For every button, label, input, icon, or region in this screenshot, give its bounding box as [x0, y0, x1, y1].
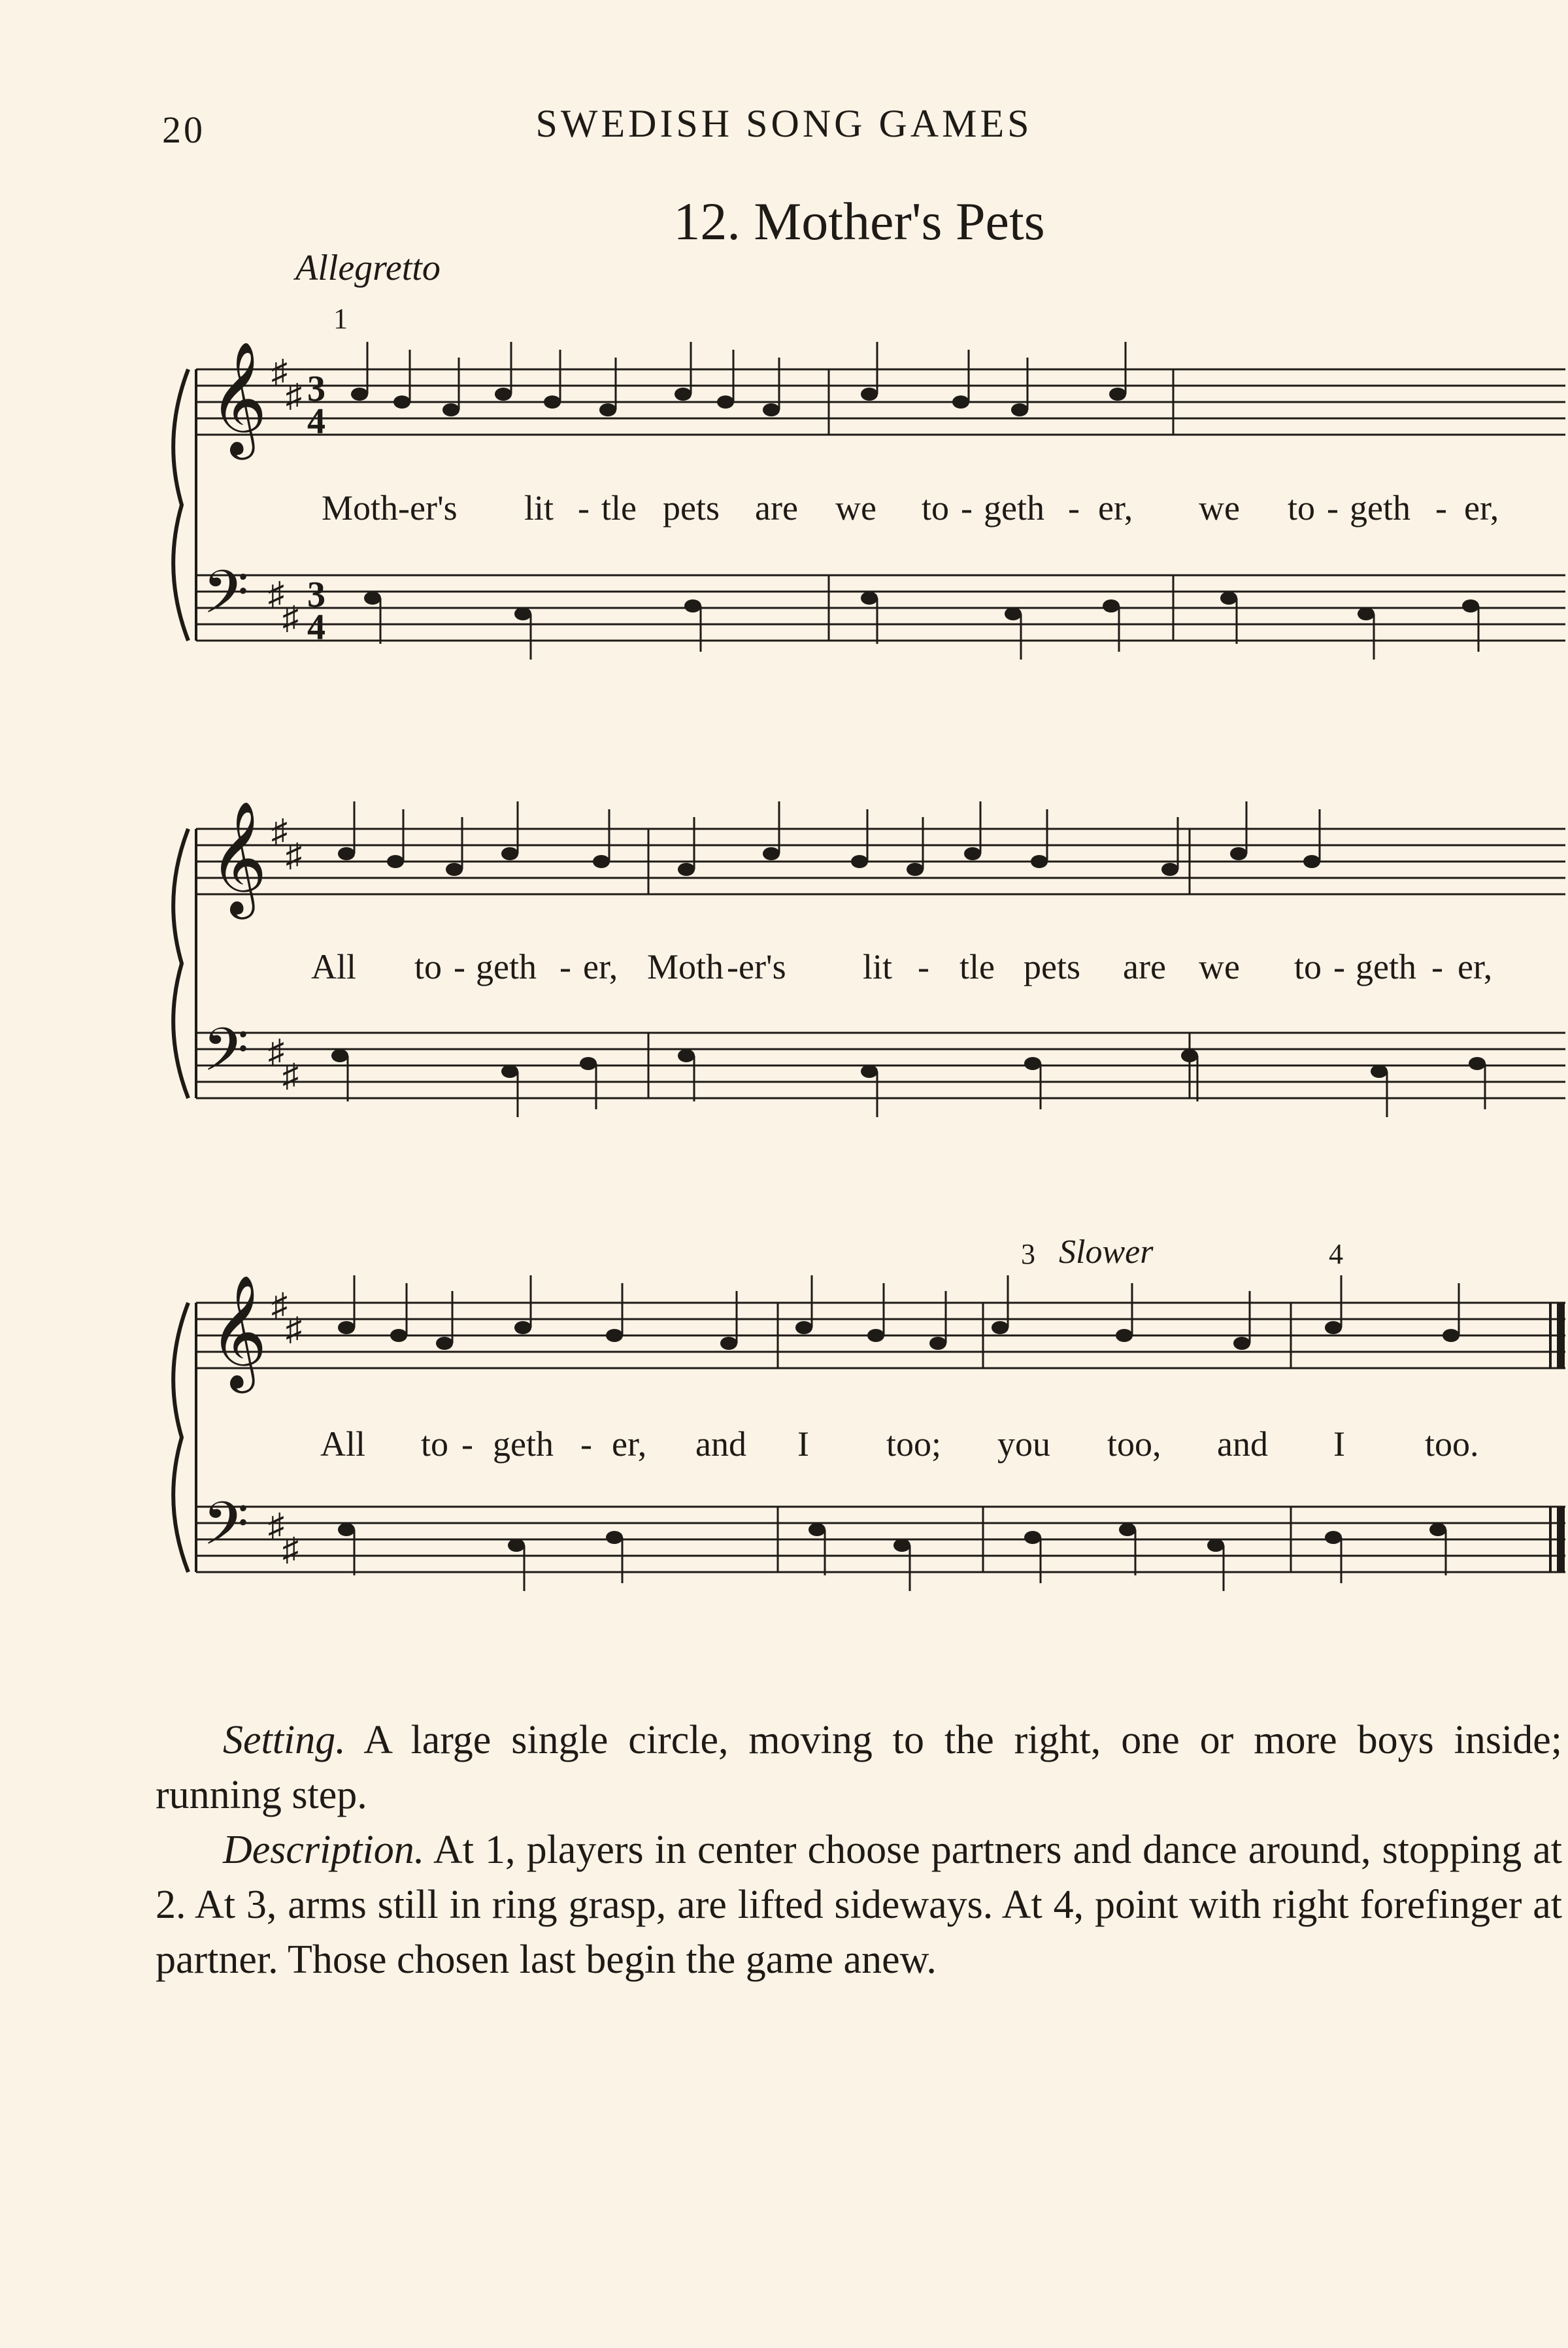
notehead: [851, 855, 868, 868]
lyric-syllable: too;: [886, 1424, 942, 1464]
rehearsal-mark-4: 4: [1329, 1238, 1343, 1270]
key-sharp-icon: ♯: [282, 1531, 299, 1568]
lyric-syllable: pets: [663, 488, 720, 528]
page-number: 20: [162, 109, 205, 151]
notehead: [331, 1049, 348, 1062]
notehead: [893, 1539, 910, 1552]
notehead: [763, 847, 780, 860]
song-title: 12. Mother's Pets: [673, 192, 1045, 251]
lyric-syllable: to: [922, 488, 950, 528]
bass-clef-icon: 𝄢: [203, 1489, 249, 1573]
notehead: [593, 855, 610, 868]
key-sharp-icon: ♯: [271, 1286, 288, 1323]
lyric-hyphen: -: [918, 947, 929, 986]
notehead: [1031, 855, 1048, 868]
notehead: [907, 863, 924, 876]
notehead: [338, 1321, 355, 1334]
notehead: [436, 1337, 453, 1350]
treble-clef-icon: 𝄞: [209, 1275, 267, 1388]
notehead: [809, 1523, 826, 1536]
game-description: [156, 1713, 1562, 1987]
lyric-syllable: to: [1294, 947, 1322, 986]
notehead: [338, 1523, 355, 1536]
notehead: [1024, 1531, 1041, 1544]
lyric-hyphen: -: [580, 1424, 592, 1464]
lyric-syllable: I: [797, 1424, 809, 1464]
lyric-syllable: too,: [1107, 1424, 1161, 1464]
description-text: At 1, players in center choose partners and dance around, stopping at 2. At 3, arms still in ring grasp, are lifted sideways. At 4, point with right forefinger at partner. Those chosen last begin the game anew.: [156, 1828, 1562, 1982]
time-signature-digit: 4: [307, 607, 325, 648]
time-signature-digit: 3: [307, 575, 325, 615]
notehead: [514, 607, 531, 620]
rehearsal-mark-1: 1: [333, 303, 348, 335]
bass-clef-icon: 𝄢: [203, 558, 249, 641]
lyric-syllable: All: [311, 947, 357, 986]
lyric-syllable: geth: [1350, 488, 1410, 528]
notehead: [1103, 599, 1120, 612]
notehead: [1469, 1057, 1486, 1070]
final-bar-line: [1557, 1507, 1565, 1572]
notehead: [1230, 847, 1247, 860]
setting-paragraph: [156, 1713, 1562, 1822]
notehead: [1220, 592, 1237, 605]
lyric-hyphen: -: [1435, 488, 1447, 528]
rehearsal-mark-3: 3: [1021, 1238, 1035, 1270]
key-sharp-icon: ♯: [271, 353, 288, 390]
lyric-syllable: er,: [612, 1424, 647, 1464]
time-signature-digit: 4: [307, 401, 325, 442]
notehead: [964, 847, 981, 860]
notehead: [1181, 1049, 1198, 1062]
tempo-change: Slower: [1059, 1233, 1154, 1271]
lyric-hyphen: -: [1327, 488, 1339, 528]
notehead: [1116, 1329, 1133, 1342]
notehead: [393, 395, 410, 409]
notehead: [580, 1057, 597, 1070]
time-signature-digit: 3: [307, 369, 325, 409]
lyric-syllable: geth: [1356, 947, 1416, 986]
lyric-syllable: we: [1199, 488, 1240, 528]
notehead: [501, 847, 518, 860]
lyric-syllable: er,: [583, 947, 618, 986]
notehead: [678, 863, 695, 876]
notehead: [338, 847, 355, 860]
lyric-syllable: geth: [476, 947, 537, 986]
lyric-syllable: are: [1123, 947, 1166, 986]
key-sharp-icon: ♯: [268, 1033, 284, 1069]
treble-clef-icon: 𝄞: [209, 341, 267, 455]
notehead: [508, 1539, 525, 1552]
key-sharp-icon: ♯: [268, 1507, 284, 1543]
tempo-marking: Allegretto: [295, 248, 441, 288]
lyric-syllable: -er's: [727, 947, 786, 986]
notehead: [387, 855, 404, 868]
lyric-syllable: er,: [1464, 488, 1499, 528]
lyric-syllable: tle: [959, 947, 995, 986]
setting-label: Setting.: [223, 1718, 346, 1762]
brace: [173, 1303, 188, 1572]
lyric-syllable: er,: [1458, 947, 1493, 986]
treble-clef-icon: 𝄞: [209, 801, 267, 914]
lyric-syllable: pets: [1024, 947, 1080, 986]
notehead: [1109, 388, 1126, 401]
lyric-syllable: lit: [863, 947, 893, 986]
notehead: [495, 388, 512, 401]
lyric-syllable: tle: [601, 488, 637, 528]
key-sharp-icon: ♯: [271, 813, 288, 849]
lyric-syllable: geth: [984, 488, 1044, 528]
key-sharp-icon: ♯: [282, 1057, 299, 1094]
notehead: [446, 863, 463, 876]
brace: [173, 829, 188, 1098]
lyric-syllable: All: [320, 1424, 366, 1464]
notehead: [1024, 1057, 1041, 1070]
notehead: [1358, 607, 1375, 620]
description-label: Description.: [223, 1828, 425, 1872]
lyric-syllable: are: [755, 488, 798, 528]
notehead: [952, 395, 969, 409]
lyric-hyphen: -: [461, 1424, 473, 1464]
notehead: [1011, 403, 1028, 416]
key-sharp-icon: ♯: [286, 377, 302, 414]
key-sharp-icon: ♯: [282, 599, 299, 636]
notehead: [544, 395, 561, 409]
notehead: [1429, 1523, 1446, 1536]
notehead: [1161, 863, 1178, 876]
lyric-syllable: we: [1199, 947, 1240, 986]
lyric-syllable: you: [997, 1424, 1050, 1464]
lyric-syllable: too.: [1425, 1424, 1479, 1464]
notehead: [501, 1065, 518, 1078]
notehead: [1005, 607, 1022, 620]
description-paragraph: [156, 1822, 1562, 1987]
notehead: [1443, 1329, 1460, 1342]
notehead: [720, 1337, 737, 1350]
lyric-syllable: we: [835, 488, 876, 528]
lyric-hyphen: -: [1431, 947, 1443, 986]
key-sharp-icon: ♯: [286, 1311, 302, 1347]
notehead: [678, 1049, 695, 1062]
lyric-syllable: to: [421, 1424, 449, 1464]
lyric-syllable: I: [1333, 1424, 1345, 1464]
lyric-hyphen: -: [961, 488, 973, 528]
lyric-syllable: Moth: [647, 947, 724, 986]
notehead: [992, 1321, 1009, 1334]
lyric-syllable: geth: [493, 1424, 554, 1464]
notehead: [795, 1321, 812, 1334]
notehead: [1207, 1539, 1224, 1552]
lyric-syllable: er,: [1098, 488, 1133, 528]
notehead: [1325, 1531, 1342, 1544]
key-sharp-icon: ♯: [286, 837, 302, 873]
lyric-hyphen: -: [578, 488, 590, 528]
setting-text: A large single circle, moving to the right, one or more boys inside; running step.: [156, 1718, 1562, 1817]
notehead: [1325, 1321, 1342, 1334]
notehead: [763, 403, 780, 416]
brace: [173, 369, 188, 641]
notehead: [606, 1329, 623, 1342]
lyric-syllable: to: [1288, 488, 1316, 528]
notehead: [1462, 599, 1479, 612]
notehead: [861, 592, 878, 605]
lyric-syllable: Moth-er's: [322, 488, 458, 528]
lyric-syllable: and: [695, 1424, 746, 1464]
notehead: [1371, 1065, 1388, 1078]
lyric-hyphen: -: [1333, 947, 1345, 986]
lyric-hyphen: -: [1068, 488, 1080, 528]
notehead: [1233, 1337, 1250, 1350]
notehead: [861, 1065, 878, 1078]
notehead: [606, 1531, 623, 1544]
notehead: [364, 592, 381, 605]
lyric-hyphen: -: [454, 947, 465, 986]
notehead: [1303, 855, 1320, 868]
notehead: [442, 403, 459, 416]
final-bar-line: [1557, 1303, 1565, 1368]
key-sharp-icon: ♯: [268, 575, 284, 612]
notehead: [684, 599, 701, 612]
lyric-syllable: lit: [524, 488, 554, 528]
notehead: [1119, 1523, 1136, 1536]
running-title: SWEDISH SONG GAMES: [535, 102, 1033, 145]
notehead: [717, 395, 734, 409]
notehead: [675, 388, 692, 401]
notehead: [867, 1329, 884, 1342]
lyric-hyphen: -: [559, 947, 571, 986]
lyric-syllable: to: [414, 947, 442, 986]
notehead: [390, 1329, 407, 1342]
notehead: [929, 1337, 946, 1350]
notehead: [861, 388, 878, 401]
notehead: [351, 388, 368, 401]
notehead: [599, 403, 616, 416]
notehead: [514, 1321, 531, 1334]
bass-clef-icon: 𝄢: [203, 1015, 249, 1099]
lyric-syllable: and: [1217, 1424, 1268, 1464]
